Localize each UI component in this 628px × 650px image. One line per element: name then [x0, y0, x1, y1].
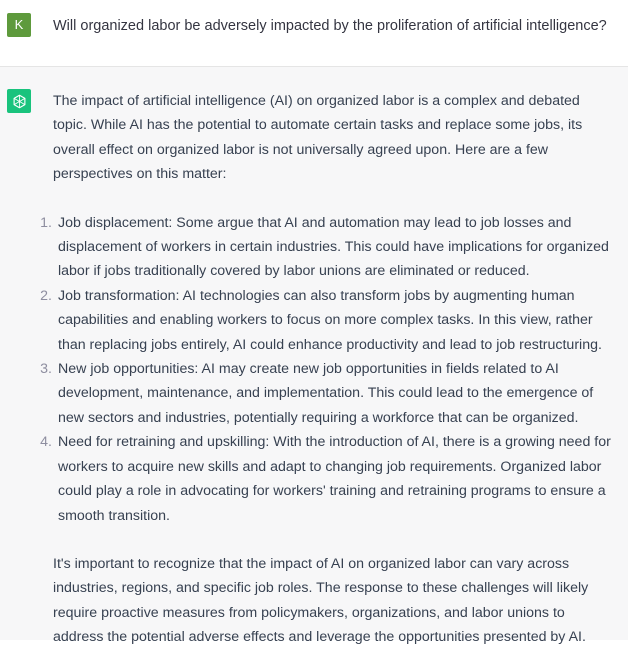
user-avatar: K — [7, 13, 31, 37]
list-item-text: New job opportunities: AI may create new job opportunities in fields related to AI development, maintenance, and implementation. This could lead to the emergence of new sectors and industries, potentially requiring a workforce that can be organized. — [58, 361, 594, 426]
list-item — [40, 211, 613, 284]
assistant-intro-paragraph: The impact of artificial intelligence (AI) on organized labor is a complex and debated topic. While AI has the potential to automate certain tasks and replace some jobs, its overall effect on organized labor is not universally agreed upon. Here are a few perspectives on this matter: — [53, 93, 583, 183]
assistant-message-content — [40, 89, 613, 650]
list-item — [40, 430, 613, 528]
list-item-text: Job displacement: Some argue that AI and automation may lead to job losses and displacement of workers in certain industries. This could have implications for organized labor if jobs traditionally covered by labor unions are eliminated or reduced. — [58, 214, 609, 280]
assistant-message-row — [0, 67, 628, 646]
list-item — [40, 357, 613, 430]
list-item-number: 1. — [40, 214, 52, 231]
assistant-avatar — [7, 89, 31, 113]
assistant-conclusion-paragraph: It's important to recognize that the impact of AI on organized labor can vary across industries, regions, and specific job roles. The response to these challenges will likely require proactive measures from policymakers, organizations, and labor unions to address the potential adverse effects and leverage the opportunities presented by AI. — [53, 555, 589, 646]
list-item-text: Job transformation: AI technologies can also transform jobs by augmenting human capabilities and enabling workers to focus on more complex tasks. In this view, rather than replacing jobs entirely, AI could enhance productivity and lead to job restructuring. — [58, 287, 602, 353]
list-item-number: 3. — [40, 361, 52, 378]
list-item-number: 2. — [40, 287, 52, 304]
list-item-text: Need for retraining and upskilling: With the introduction of AI, there is a growing need for workers to acquire new skills and adapt to changing job requirements. Organized labor could play a role in advocating for workers' training and retraining programs to ensure a smooth transition. — [58, 434, 611, 524]
user-message-row — [0, 0, 628, 67]
list-item — [40, 284, 613, 357]
user-message-text: Will organized labor be adversely impacted by the proliferation of artificial intelligence? — [53, 18, 607, 34]
openai-logo-icon — [11, 93, 28, 110]
perspectives-list — [40, 211, 613, 528]
list-item-number: 4. — [40, 434, 52, 451]
